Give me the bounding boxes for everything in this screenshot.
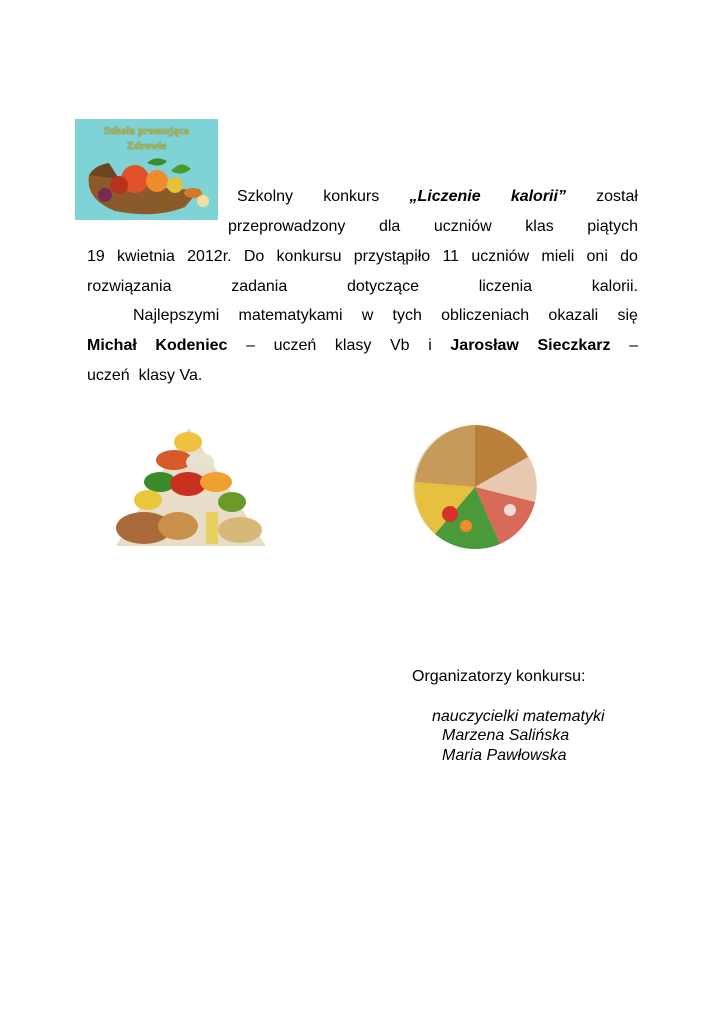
word: klasy (334, 337, 372, 354)
article-line-3 (87, 247, 638, 267)
word: tych (392, 307, 422, 324)
word: klas (525, 218, 554, 235)
food-pyramid-image (108, 424, 270, 548)
word: Szkolny (237, 188, 294, 205)
article-line-5 (133, 306, 638, 326)
word: – (246, 337, 255, 354)
contest-title-word: „Liczenie (409, 188, 481, 205)
word: konkursu (276, 248, 342, 265)
organizers-role: nauczycielki matematyki (432, 708, 605, 725)
word: przystąpiło (353, 248, 431, 265)
word: dotyczące (346, 278, 419, 295)
word: się (617, 307, 638, 324)
contest-title-word: kalorii” (510, 188, 566, 205)
organizer-name-2: Maria Pawłowska (442, 747, 567, 764)
word: uczeń (273, 337, 317, 354)
article-line-2 (228, 217, 638, 237)
logo-text-line1: Szkoła promująca (103, 125, 190, 137)
winner-name-word: Kodeniec (155, 337, 228, 354)
word: piątych (587, 218, 638, 235)
word: liczenia (478, 278, 533, 295)
winner-name-word: Jarosław (450, 337, 519, 354)
word: mieli (541, 248, 575, 265)
word: uczniów (433, 218, 492, 235)
article-line-4 (87, 277, 638, 297)
word: został (596, 188, 638, 205)
word: uczniów (471, 248, 530, 265)
word: Vb (390, 337, 410, 354)
word: okazali (548, 307, 599, 324)
word: 19 (87, 248, 105, 265)
cornucopia-illustration (75, 119, 218, 220)
article-line-1 (237, 187, 638, 207)
food-plate-image (410, 422, 540, 552)
word: oni (586, 248, 608, 265)
word: zadania (231, 278, 288, 295)
winner-name-word: Sieczkarz (537, 337, 611, 354)
word: obliczeniach (441, 307, 530, 324)
word: i (428, 337, 432, 354)
word: kalorii. (591, 278, 638, 295)
article-line-7: uczeń klasy Va. (87, 367, 203, 384)
word: dla (378, 218, 401, 235)
word: konkurs (323, 188, 380, 205)
organizer-name-1: Marzena Salińska (442, 727, 570, 744)
logo-text-line2: Zdrowie (126, 140, 167, 152)
organizers-heading: Organizatorzy konkursu: (412, 668, 586, 685)
word: 2012r. (187, 248, 232, 265)
school-logo (75, 119, 218, 220)
word: matematykami (238, 307, 343, 324)
word: Najlepszymi (133, 307, 220, 324)
winner-name-word: Michał (87, 337, 137, 354)
word: w (361, 307, 374, 324)
word: kwietnia (117, 248, 175, 265)
word: przeprowadzony (228, 218, 346, 235)
word: 11 (442, 248, 460, 265)
word: Do (243, 248, 265, 265)
word: do (620, 248, 638, 265)
article-line-6 (87, 336, 638, 356)
word: rozwiązania (87, 278, 172, 295)
word: – (629, 337, 638, 354)
